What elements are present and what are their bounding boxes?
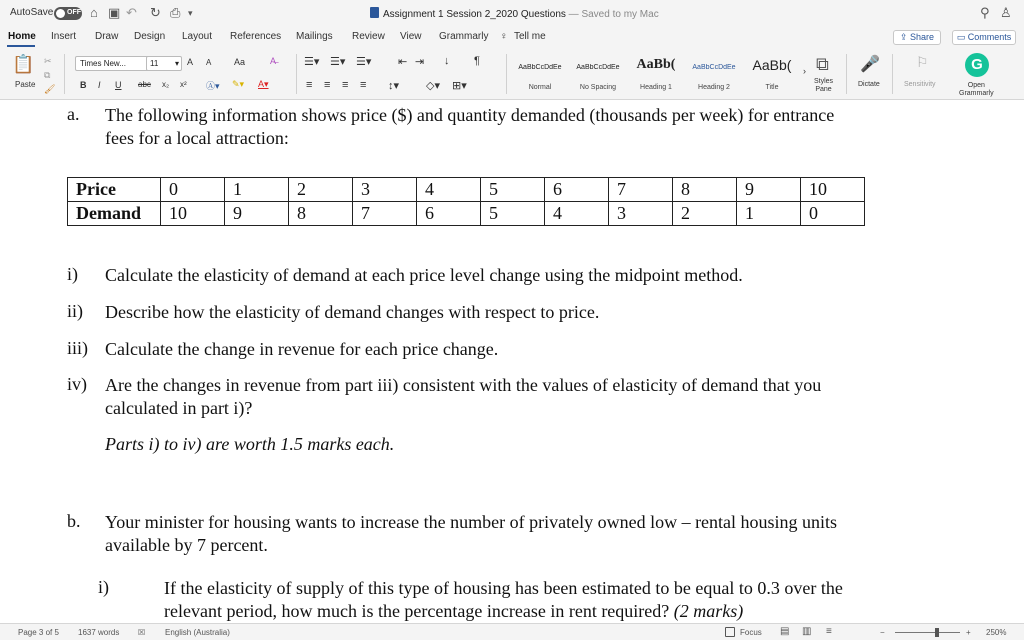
saved-status: — Saved to my Mac (568, 9, 659, 20)
table-cell: 2 (289, 178, 353, 202)
table-cell: 3 (353, 178, 417, 202)
style-heading-1[interactable] (628, 54, 684, 96)
style-heading-2[interactable] (686, 54, 742, 96)
style-normal[interactable] (512, 54, 568, 96)
table-cell: 7 (353, 202, 417, 226)
align-left-icon[interactable]: ≡ (306, 79, 313, 91)
style-name: Title (765, 84, 779, 91)
style-name: Heading 2 (698, 84, 730, 91)
marks-note: Parts i) to iv) are worth 1.5 marks each. (105, 434, 395, 454)
ribbon-separator (64, 54, 65, 94)
share-label: Share (910, 32, 935, 42)
text-effects-icon[interactable]: Ⓐ▾ (206, 81, 220, 91)
font-color-icon[interactable]: A▾ (258, 79, 269, 89)
document-title-text: Assignment 1 Session 2_2020 Questions (383, 9, 566, 20)
question-number: i) (67, 264, 78, 284)
question-number: ii) (67, 301, 83, 321)
sensitivity-icon[interactable]: ⚐ (916, 54, 929, 70)
undo-icon[interactable]: ↶ (126, 5, 137, 20)
tab-references[interactable]: References (230, 31, 282, 42)
table-row (68, 178, 865, 202)
redo-icon[interactable]: ↻ (150, 5, 161, 20)
price-header: Price (68, 178, 161, 202)
change-case-button[interactable]: Aa (234, 57, 246, 67)
tab-draw[interactable]: Draw (95, 31, 119, 42)
table-cell: 4 (545, 202, 609, 226)
part-b-label: b. (67, 511, 81, 531)
part-b-question (164, 577, 884, 623)
table-cell: 9 (225, 202, 289, 226)
decrease-indent-icon[interactable]: ⇤ (398, 56, 408, 68)
table-cell: 5 (481, 178, 545, 202)
dictate-icon[interactable]: 🎤 (860, 56, 880, 73)
tab-view[interactable]: View (400, 31, 422, 42)
table-cell: 3 (609, 202, 673, 226)
table-cell: 0 (161, 178, 225, 202)
grammarly-icon[interactable]: G (965, 53, 989, 77)
zoom-level[interactable]: 250% (986, 628, 1007, 637)
comment-icon: ▭ (956, 32, 968, 42)
table-row (68, 202, 865, 226)
page-count[interactable]: Page 3 of 5 (18, 628, 59, 637)
autosave-toggle[interactable] (54, 7, 82, 20)
table-cell: 1 (737, 202, 801, 226)
proofing-icon[interactable]: ☒ (138, 628, 146, 637)
word-doc-icon (370, 7, 379, 18)
outline-view-icon[interactable]: ≡ (826, 626, 832, 637)
autosave-label: AutoSave (10, 7, 54, 18)
document-page[interactable] (0, 101, 1024, 623)
table-cell: 10 (801, 178, 865, 202)
home-icon[interactable]: ⌂ (90, 5, 98, 20)
document-title (370, 7, 659, 20)
style-no-spacing[interactable] (570, 54, 626, 96)
paragraph-mark-icon[interactable]: ¶ (474, 55, 480, 67)
superscript-button[interactable]: x² (180, 80, 187, 89)
increase-indent-icon[interactable]: ⇥ (415, 56, 425, 68)
tab-grammarly[interactable]: Grammarly (439, 31, 489, 42)
grow-font-button[interactable]: A (187, 57, 194, 67)
line-spacing-icon[interactable]: ↕▾ (388, 80, 400, 92)
title-bar (0, 0, 1024, 28)
word-count[interactable]: 1637 words (78, 628, 120, 637)
styles-more-icon[interactable]: › (803, 66, 806, 76)
question-text: Describe how the elasticity of demand changes with respect to price. (105, 302, 600, 322)
tab-insert[interactable]: Insert (51, 31, 77, 42)
style-sample: AaBbCcDdEe (518, 64, 562, 71)
table-cell: 6 (417, 202, 481, 226)
tab-mailings[interactable]: Mailings (296, 31, 333, 42)
autosave-state: OFF (67, 9, 81, 16)
font-name-value: Times New... (80, 59, 126, 68)
justify-icon[interactable]: ≡ (360, 79, 367, 91)
style-sample: AaBb( (752, 57, 792, 73)
table-cell: 9 (737, 178, 801, 202)
table-cell: 0 (801, 202, 865, 226)
copy-icon[interactable]: ⧉ (44, 70, 51, 80)
font-size-select[interactable] (146, 56, 182, 71)
search-icon[interactable]: ⚲ (980, 5, 990, 20)
table-cell: 5 (481, 202, 545, 226)
styles-pane-label[interactable]: Styles Pane (814, 78, 834, 93)
paste-label[interactable]: Paste (15, 80, 36, 89)
comments-button[interactable] (952, 30, 1016, 45)
shading-icon[interactable]: ◇▾ (426, 80, 440, 92)
numbering-icon[interactable]: ☰▾ (330, 56, 346, 68)
style-sample: AaBb( (636, 57, 676, 72)
part-a-text: The following information shows price ($) and quantity demanded (thousands per week) for entrance fees for a local attraction: (105, 105, 835, 148)
question-number: iv) (67, 374, 87, 394)
ribbon-separator (846, 54, 847, 94)
status-bar (0, 623, 1024, 640)
part-b-text: Your minister for housing wants to increase the number of privately owned low – rental housing units available by 7 percent. (105, 512, 838, 555)
web-layout-icon[interactable]: ▥ (802, 626, 812, 637)
style-name: Normal (528, 84, 552, 91)
shrink-font-button[interactable]: A (206, 58, 212, 67)
question-text: Calculate the elasticity of demand at each price level change using the midpoint method. (105, 265, 743, 285)
strikethrough-button[interactable]: abc (138, 80, 151, 89)
tell-me-search[interactable]: Tell me (514, 31, 546, 42)
focus-label[interactable]: Focus (740, 628, 762, 637)
borders-icon[interactable]: ⊞▾ (452, 80, 467, 92)
styles-pane-icon[interactable]: ⧉ (816, 54, 829, 74)
format-painter-icon[interactable]: 🖌 (44, 84, 56, 94)
ribbon-tabs (0, 28, 1024, 48)
sensitivity-label[interactable]: Sensitivity (904, 81, 936, 88)
table-cell: 4 (417, 178, 481, 202)
style-name: No Spacing (579, 84, 617, 91)
table-cell: 1 (225, 178, 289, 202)
focus-icon[interactable] (725, 627, 735, 637)
tab-home[interactable]: Home (8, 31, 36, 42)
style-title[interactable] (744, 54, 800, 96)
share-button[interactable] (893, 30, 941, 45)
ribbon-separator (296, 54, 297, 94)
chevron-down-icon: ▾ (174, 59, 179, 68)
zoom-out-icon[interactable]: − (880, 628, 885, 637)
dictate-label[interactable]: Dictate (858, 81, 880, 88)
tab-design[interactable]: Design (134, 31, 166, 42)
style-sample: AaBbCcDdEe (576, 64, 620, 71)
italic-button[interactable]: I (98, 80, 101, 90)
print-icon[interactable]: ⎙ (170, 5, 181, 20)
table-cell: 8 (673, 178, 737, 202)
part-b-question-text: If the elasticity of supply of this type of housing has been estimated to be equal to 0.3 over the relevant period, how much is the percentage increase in rent required? (164, 578, 843, 621)
ribbon-separator (892, 54, 893, 94)
question-number: i) (98, 577, 109, 597)
multilevel-list-icon[interactable]: ☰▾ (356, 56, 372, 68)
style-name: Heading 1 (640, 84, 672, 91)
account-icon[interactable]: ♙ (1000, 5, 1012, 20)
print-layout-icon[interactable]: ▤ (780, 626, 790, 637)
clear-format-icon[interactable]: A̶ (270, 56, 277, 66)
bold-button[interactable]: B (80, 80, 87, 90)
subscript-button[interactable]: x₂ (162, 80, 170, 89)
cut-icon[interactable]: ✂ (44, 56, 52, 66)
font-size-value: 11 (150, 59, 159, 68)
table-cell: 10 (161, 202, 225, 226)
save-icon[interactable]: ▣ (108, 5, 121, 20)
active-tab-indicator (7, 45, 35, 47)
zoom-in-icon[interactable]: + (966, 628, 971, 637)
ribbon-separator (506, 54, 507, 94)
question-number: iii) (67, 338, 88, 358)
table-cell: 8 (289, 202, 353, 226)
comments-label: Comments (967, 32, 1012, 42)
underline-button[interactable]: U (115, 80, 122, 90)
part-a-label: a. (67, 104, 80, 124)
demand-header: Demand (68, 202, 161, 226)
price-demand-table (67, 177, 865, 226)
table-cell: 7 (609, 178, 673, 202)
language[interactable]: English (Australia) (165, 628, 230, 637)
paste-icon[interactable]: 📋 (12, 54, 35, 74)
bullets-icon[interactable]: ☰▾ (304, 56, 320, 68)
style-sample: AaBbCcDdEe (692, 64, 736, 71)
tab-layout[interactable]: Layout (182, 31, 213, 42)
part-b-question-marks: (2 marks) (673, 601, 744, 621)
ribbon-home (0, 48, 1024, 100)
zoom-slider-track[interactable] (895, 632, 960, 633)
open-grammarly-label[interactable]: Open Grammarly (959, 82, 994, 97)
sort-icon[interactable]: ↓ (444, 55, 450, 67)
question-text: Are the changes in revenue from part iii) consistent with the values of elasticity of demand that you calculated in part i)? (105, 375, 822, 418)
highlight-icon[interactable]: ✎▾ (232, 79, 245, 89)
zoom-slider-handle[interactable] (935, 628, 939, 637)
toggle-knob (56, 9, 65, 18)
tab-review[interactable]: Review (352, 31, 385, 42)
table-cell: 6 (545, 178, 609, 202)
align-center-icon[interactable]: ≡ (324, 79, 331, 91)
share-icon: ⇪ (899, 32, 910, 42)
question-text: Calculate the change in revenue for each price change. (105, 339, 499, 359)
align-right-icon[interactable]: ≡ (342, 79, 349, 91)
lightbulb-icon: ♀ (500, 31, 508, 42)
table-cell: 2 (673, 202, 737, 226)
customize-toolbar-icon[interactable]: ▾ (188, 8, 193, 18)
